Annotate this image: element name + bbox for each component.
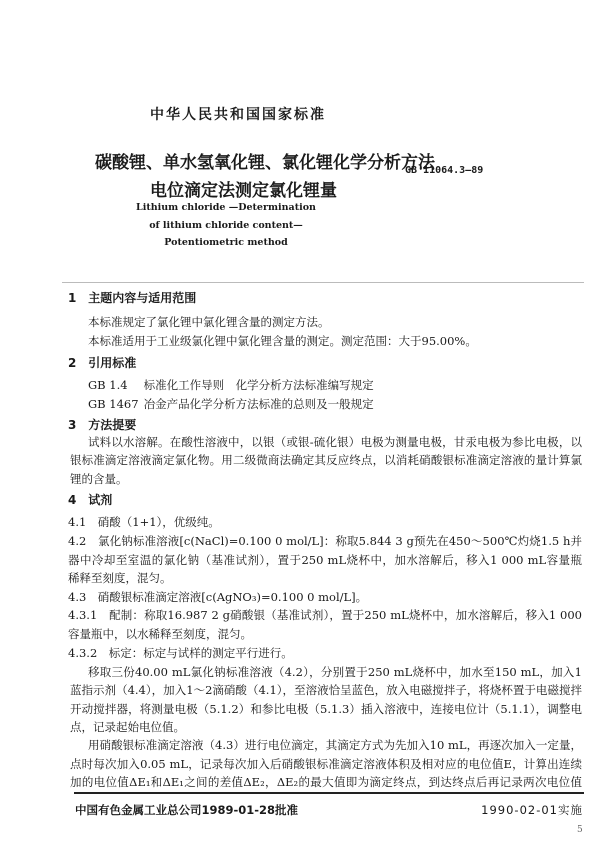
standard-number: GB 11064.3—89: [405, 165, 484, 176]
body-line: 4.3.2 标定：标定与试样的测定平行进行。: [68, 646, 293, 660]
reference-code: GB 1467: [88, 397, 139, 411]
reference-item: [88, 396, 374, 412]
body-line: 稀释至刻度，混匀。: [68, 571, 172, 585]
body-line: 银标准滴定溶液滴定氯化物。用二级微商法确定其反应终点，以消耗硝酸银标准滴定溶液的量计算氯: [70, 453, 582, 467]
section-3-heading: [68, 417, 136, 433]
body-line: 4.3.1 配制：称取16.987 2 g硝酸银（基准试剂），置于250 mL烧杯中，加水溶解后，移入1 000: [68, 608, 582, 622]
section-title: 试剂: [88, 493, 113, 507]
body-line: 移取三份40.00 mL氯化钠标准溶液（4.2），分别置于250 mL烧杯中，加水至150 mL，加入1: [88, 665, 582, 679]
body-line: 本标准规定了氯化锂中氯化锂含量的测定方法。: [88, 315, 330, 329]
reference-item: [88, 377, 374, 393]
body-line: 容量瓶中，以水稀释至刻度，混匀。: [68, 627, 252, 641]
section-number: 2: [68, 356, 77, 370]
national-standard-heading: 中华人民共和国国家标准: [150, 107, 326, 123]
reference-code: GB 1.4: [88, 378, 128, 392]
section-number: 4: [68, 493, 77, 507]
approval-statement: 中国有色金属工业总公司1989-01-28批准: [75, 803, 299, 817]
body-line: 点，记录起始电位值。: [70, 720, 185, 734]
body-line: 加的电位值ΔE₁和ΔE₁之间的差值ΔE₂，ΔE₂的最大值即为滴定终点，到达终点后再记录两次电位值: [70, 775, 582, 789]
reference-text: 标准化工作导则 化学分析方法标准编写规定: [143, 378, 374, 392]
english-title-line3: Potentiometric method: [164, 237, 288, 248]
body-line: 蓝指示剂（4.4），加入1～2滴硝酸（4.1），至溶液恰呈蓝色，放入电磁搅拌子，将烧杯置于电磁搅拌: [70, 683, 582, 697]
section-title: 引用标准: [88, 356, 137, 370]
section-title: 方法提要: [88, 418, 137, 432]
body-line: 点时每次加入0.05 mL，记录每次加入后硝酸银标准滴定溶液体积及相对应的电位值E，计算出连续: [70, 757, 582, 771]
page-number: 5: [577, 825, 583, 835]
body-line: 4.3 硝酸银标准滴定溶液[c(AgNO₃)=0.100 0 mol/L]。: [68, 590, 368, 604]
body-line: 锂的含量。: [70, 472, 128, 486]
body-line: 开动搅拌器，将测量电极（5.1.2）和参比电极（5.1.3）插入溶液中，连接电位计（5.1.1），调整电: [70, 702, 582, 716]
section-4-heading: [68, 492, 112, 508]
footer-divider: [74, 792, 584, 794]
section-1-heading: [68, 290, 196, 306]
english-title-line2: of lithium chloride content—: [149, 220, 303, 231]
reference-text: 冶金产品化学分析方法标准的总则及一般规定: [143, 397, 374, 411]
body-line: 试料以水溶解。在酸性溶液中，以银（或银-硫化银）电极为测量电极，甘汞电极为参比电极，以: [88, 435, 582, 449]
header-divider: [62, 282, 584, 283]
section-2-heading: [68, 355, 136, 371]
document-title-line2: 电位滴定法测定氯化锂量: [150, 181, 337, 201]
section-number: 1: [68, 291, 77, 305]
body-line: 4.2 氯化钠标准溶液[c(NaCl)=0.100 0 mol/L]：称取5.844 3 g预先在450～500℃灼烧1.5 h并: [68, 534, 582, 548]
body-line: 本标准适用于工业级氯化锂中氯化锂含量的测定。测定范围：大于95.00%。: [88, 334, 477, 348]
body-line: 用硝酸银标准滴定溶液（4.3）进行电位滴定，其滴定方式为先加入10 mL，再逐次加入一定量，: [88, 738, 582, 752]
document-title-line1: 碳酸锂、单水氢氧化锂、氯化锂化学分析方法: [95, 153, 435, 173]
implementation-date: 1990-02-01实施: [481, 803, 583, 817]
body-line: 器中冷却至室温的氯化钠（基准试剂），置于250 mL烧杯中，加水溶解后，移入1 000 mL容量瓶: [68, 553, 582, 567]
english-title-line1: Lithium chloride —Determination: [136, 202, 316, 213]
section-title: 主题内容与适用范围: [88, 291, 197, 305]
section-number: 3: [68, 418, 77, 432]
body-line: 4.1 硝酸（1+1），优级纯。: [68, 515, 220, 529]
